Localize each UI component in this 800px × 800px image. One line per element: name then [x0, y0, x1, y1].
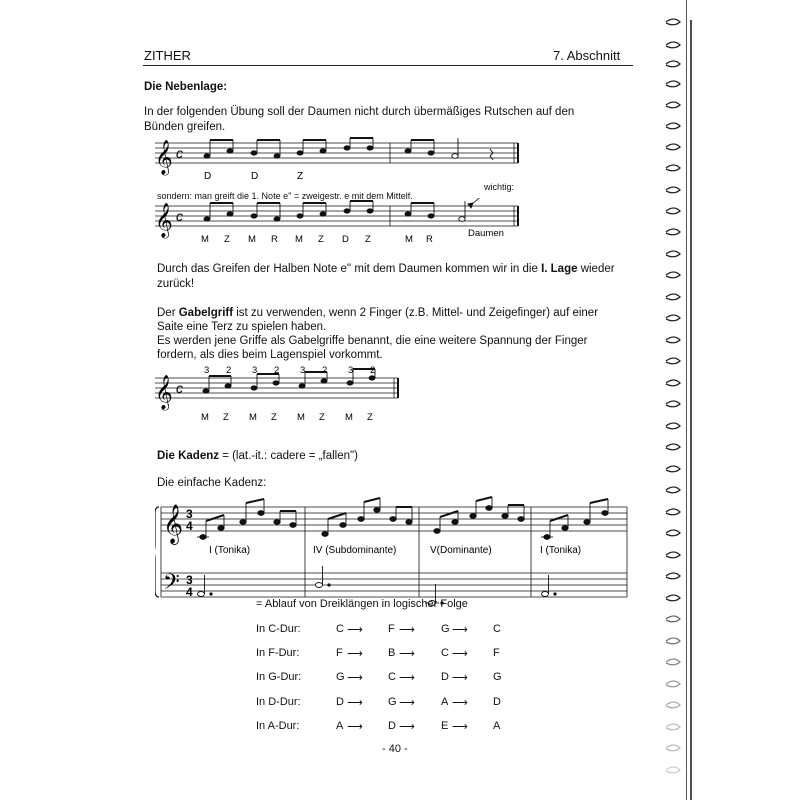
kadenz-chord: F [336, 647, 343, 659]
kadenz-chord: C [441, 647, 449, 659]
arrow-icon: ⟶ [399, 721, 415, 733]
fingering-label: R [271, 234, 278, 245]
header-section: 7. Abschnitt [553, 48, 621, 63]
fingering-label: Z [224, 234, 230, 245]
kadenz-label: IV (Subdominante) [313, 545, 397, 556]
page-number: - 40 - [382, 743, 408, 755]
common-time-icon: c [176, 145, 183, 161]
staff2-note: sondern: man greift die 1. Note e'' = zweigestr. e mit dem Mittelf. [157, 191, 413, 201]
common-time-icon: c [176, 380, 183, 396]
kadenz-chord: D [493, 696, 501, 708]
fingering-label: D [342, 234, 349, 245]
finger-number: 3 [348, 365, 354, 376]
kadenz-row-key: In C-Dur: [256, 623, 301, 635]
staff2-wichtig: wichtig: [484, 182, 515, 192]
fingering-label: M [248, 234, 256, 245]
kadenz-chord: G [441, 623, 450, 635]
finger-number: 3 [300, 365, 306, 376]
kadenz-chord: C [336, 623, 344, 635]
fingering-label: M [405, 234, 413, 245]
kadenz-row-key: In A-Dur: [256, 720, 300, 732]
kadenz-chord: F [388, 623, 395, 635]
fingering-label: Z [365, 234, 371, 245]
treble-clef-icon: 𝄞 [155, 141, 173, 174]
finger-number: 3 [204, 365, 210, 376]
gabelgriff-line2: Saite eine Terz zu spielen haben. [157, 321, 327, 333]
finger-number: 2 [322, 365, 328, 376]
treble-clef-icon: 𝄞 [155, 376, 173, 409]
kadenz-chord: A [441, 696, 449, 708]
bass-clef-icon: 𝄢 [163, 569, 180, 599]
kadenz-chord: D [388, 720, 396, 732]
kadenz-chord: C [493, 623, 501, 635]
fingering-label: D [251, 171, 259, 182]
arrow-icon: ⟶ [399, 672, 415, 684]
kadenz-title: Die Kadenz = (lat.-it.: cadere = „fallen") [157, 450, 358, 462]
common-time-icon: c [176, 208, 183, 224]
fingering-label: D [204, 171, 212, 182]
spiral-binding-icon [662, 0, 702, 800]
kadenz-chord: F [493, 647, 500, 659]
kadenz-summary: = Ablauf von Dreiklängen in logischer Folge [256, 598, 468, 610]
fingering-label: Z [223, 412, 229, 423]
finger-number: 2 [274, 365, 280, 376]
kadenz-chord: G [336, 671, 345, 683]
fingering-label: Z [319, 412, 325, 423]
fingering-label: R [426, 234, 433, 245]
kadenz-chord: A [336, 720, 344, 732]
kadenz-chord: C [388, 671, 396, 683]
arrow-icon: ⟶ [452, 672, 468, 684]
arrow-icon: ⟶ [347, 697, 363, 709]
kadenz-chord: G [388, 696, 397, 708]
arrow-icon: ⟶ [347, 721, 363, 733]
gabelgriff-line4: fordern, als dies beim Lagenspiel vorkommt. [157, 349, 383, 361]
page-edge [686, 0, 687, 800]
kadenz-label: I (Tonika) [209, 545, 251, 556]
fingering-label: M [201, 412, 209, 423]
arrow-icon: ⟶ [347, 648, 363, 660]
kadenz-chord: A [493, 720, 501, 732]
arrow-icon: ⟶ [452, 624, 468, 636]
fingering-label: M [201, 234, 209, 245]
time-sig-upper: 3 [186, 573, 193, 587]
kadenz-grand-staff [155, 495, 635, 610]
nebenlage-staff-1 [150, 135, 530, 185]
fingering-label: Z [318, 234, 324, 245]
nebenlage-staff-2 [150, 198, 530, 248]
kadenz-label: V(Dominante) [430, 545, 492, 556]
fingering-label: Z [367, 412, 373, 423]
finger-number: 3 [252, 365, 258, 376]
nebenlage-intro-line2: Bünden greifen. [144, 121, 226, 133]
arrow-icon: ⟶ [399, 648, 415, 660]
fingering-label: M [345, 412, 353, 423]
header-title: ZITHER [144, 48, 191, 63]
fingering-label: M [249, 412, 257, 423]
fingering-label: M [295, 234, 303, 245]
fingering-label: Z [297, 171, 304, 182]
treble-clef-icon: 𝄞 [163, 505, 184, 543]
kadenz-chord: B [388, 647, 396, 659]
nebenlage-after-line2: zurück! [157, 278, 195, 290]
arrow-icon: ⟶ [347, 624, 363, 636]
kadenz-subtitle: Die einfache Kadenz: [157, 477, 267, 489]
time-sig-lower: 4 [186, 519, 193, 533]
time-sig-upper: 3 [186, 507, 193, 521]
daumen-label: Daumen [468, 228, 504, 239]
kadenz-label: I (Tonika) [540, 545, 582, 556]
kadenz-row-key: In F-Dur: [256, 647, 300, 659]
finger-number: 2 [370, 365, 376, 376]
arrow-icon: ⟶ [452, 648, 468, 660]
treble-clef-icon: 𝄞 [155, 204, 173, 237]
header-rule [143, 65, 633, 66]
nebenlage-intro-line1: In der folgenden Übung soll der Daumen nicht durch übermäßiges Rutschen auf den [144, 106, 575, 118]
kadenz-chord: D [441, 671, 449, 683]
nebenlage-title: Die Nebenlage: [144, 81, 228, 93]
kadenz-chord: G [493, 671, 502, 683]
arrow-icon: ⟶ [347, 672, 363, 684]
kadenz-row-key: In D-Dur: [256, 696, 301, 708]
gabelgriff-staff [150, 364, 410, 424]
fingering-label: Z [271, 412, 277, 423]
arrow-icon: ⟶ [452, 697, 468, 709]
kadenz-row-key: In G-Dur: [256, 671, 302, 683]
nebenlage-after-line1: Durch das Greifen der Halben Note e'' mit dem Daumen kommen wir in die I. Lage wieder [157, 263, 615, 275]
fingering-label: M [297, 412, 305, 423]
gabelgriff-line1: Der Gabelgriff ist zu verwenden, wenn 2 Finger (z.B. Mittel- und Zeigefinger) auf einer [157, 307, 599, 319]
gabelgriff-line3: Es werden jene Griffe als Gabelgriffe benannt, die eine weitere Spannung der Finger [157, 335, 588, 347]
finger-number: 2 [226, 365, 232, 376]
time-sig-lower: 4 [186, 585, 193, 599]
arrow-icon: ⟶ [452, 721, 468, 733]
kadenz-chord: E [441, 720, 449, 732]
kadenz-chord: D [336, 696, 344, 708]
arrow-icon: ⟶ [399, 697, 415, 709]
arrow-icon: ⟶ [399, 624, 415, 636]
